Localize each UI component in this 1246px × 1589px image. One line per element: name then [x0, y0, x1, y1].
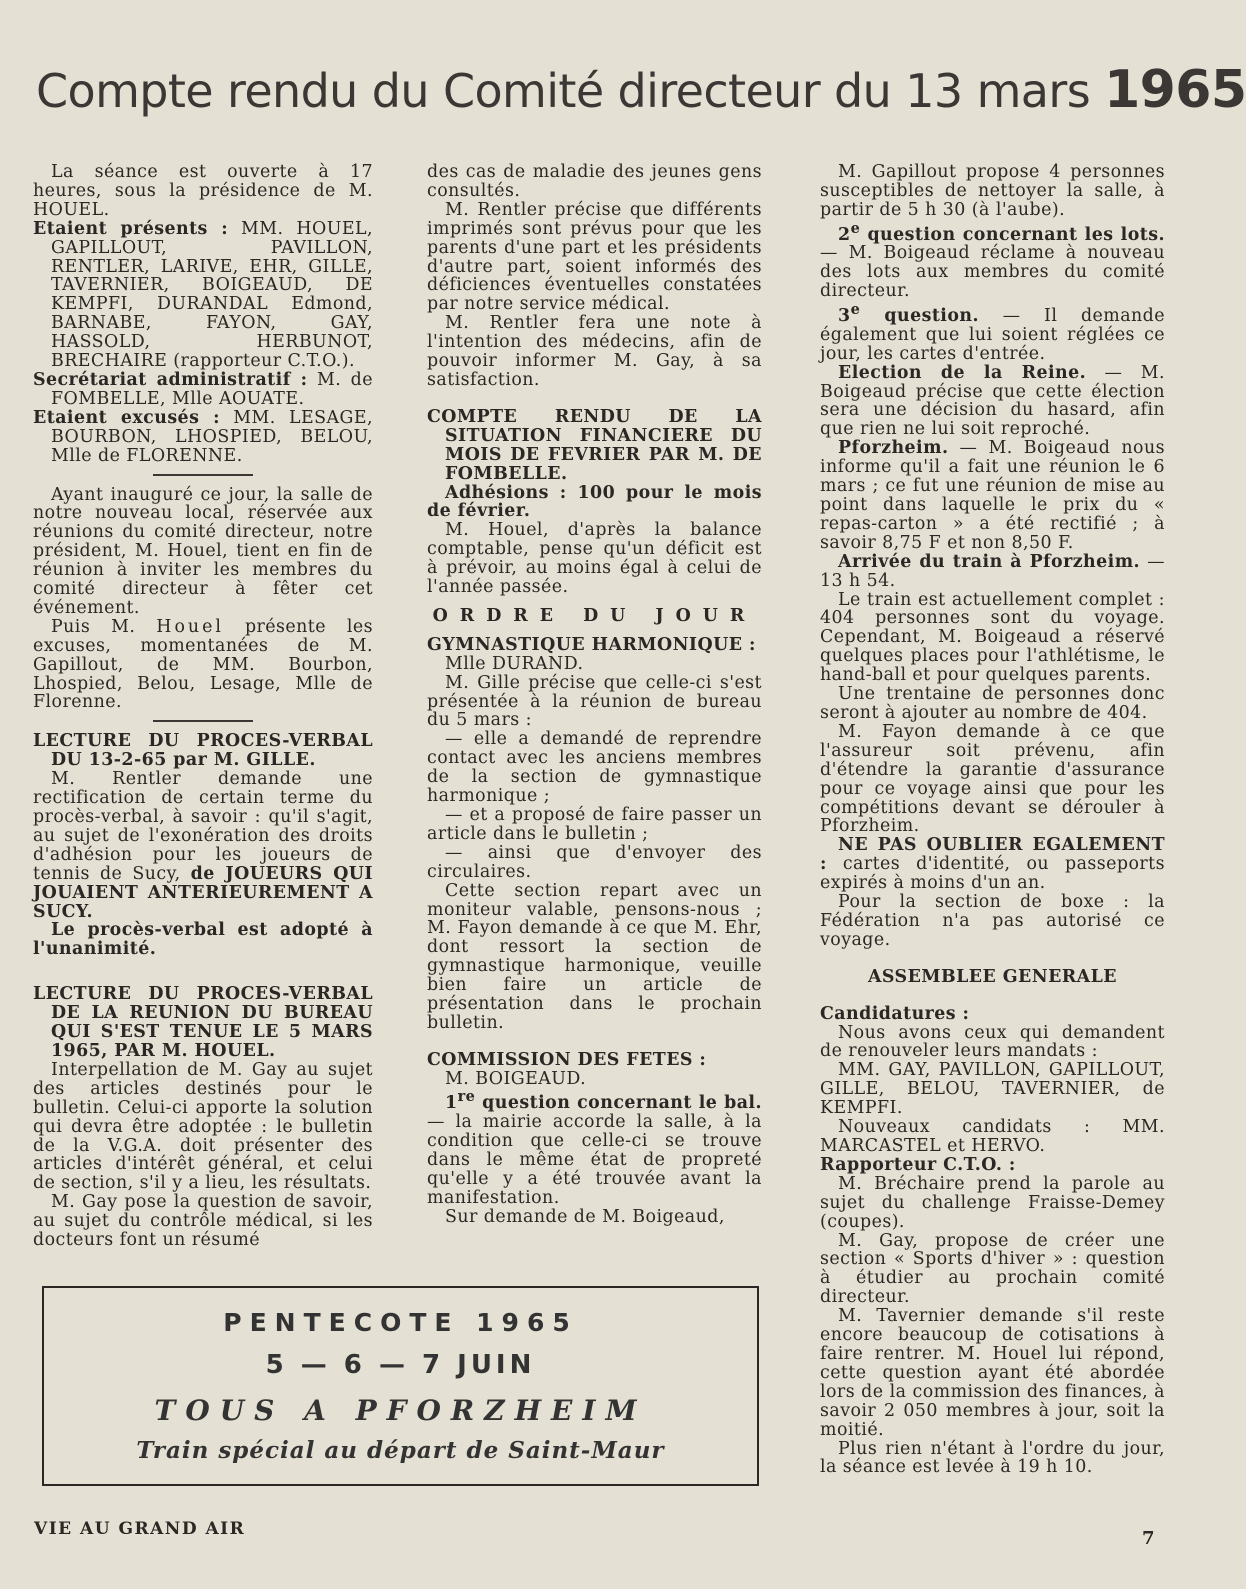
bold-text: Adhésions : 100 pour le mois de février. — [427, 482, 762, 522]
paragraph — [820, 836, 1165, 893]
spacer — [33, 959, 373, 985]
paragraph: Le train est actuellement complet : 404 personnes sont du voyage. Cependant, M. Boigeaud a réservé quelques places pour l'athlétisme, le hand-ball et pour quelques parents. — [820, 589, 1165, 686]
label: Arrivée du train à Pforzheim. — [838, 551, 1141, 572]
subheading: M. BOIGEAUD. — [445, 1068, 587, 1089]
title-year: 1965 — [1104, 60, 1246, 120]
heading-text: LECTURE DU PROCES-VERBAL DU 13-2-65 par M. GILLE. — [33, 731, 373, 771]
text: présente les excuses, momentanées de M. Gapillout, de MM. Bourbon, Lhospied, Belou, Lesage, Mlle de Florenne. — [33, 616, 374, 713]
heading-text: LECTURE DU PROCES-VERBAL DE LA REUNION DU BUREAU QUI S'EST TENUE LE 5 MARS 1965, PAR M. HOUEL. — [33, 984, 373, 1061]
spacer — [427, 1033, 762, 1051]
paragraph — [820, 553, 1165, 591]
paragraph: M. Gay, propose de créer une section « Sports d'hiver » : question à étudier au prochain comité directeur. — [820, 1230, 1165, 1308]
text: — Il demande également que lui soient réglées ce jour, les cartes d'entrée. — [820, 305, 1165, 364]
announcement-box — [42, 1286, 759, 1486]
text: M. de FOMBELLE, Mlle AOUATE. — [51, 369, 373, 409]
paragraph: Plus rien n'étant à l'ordre du jour, la séance est levée à 19 h 10. — [820, 1438, 1165, 1478]
divider — [153, 720, 253, 722]
spacer — [427, 390, 762, 408]
paragraph — [820, 439, 1165, 552]
sup: e — [850, 301, 861, 319]
section-heading — [820, 968, 1165, 987]
column-1 — [33, 163, 373, 1250]
paragraph — [820, 364, 1165, 440]
paragraph: — ainsi que d'envoyer des circulaires. — [427, 842, 762, 882]
question-label — [838, 219, 1165, 245]
label: Election de la Reine. — [838, 362, 1087, 383]
section-heading — [427, 408, 762, 484]
spacer — [820, 950, 1165, 968]
label: question concernant le bal. — [482, 1093, 762, 1114]
paragraph: M. Tavernier demande s'il reste encore beaucoup de cotisations à faire rentrer. M. Houel lui répond, cette question ayant été abordée lors de la commission des finances, à savoir 2 050 membres à jour, soit la moitié. — [820, 1306, 1165, 1440]
announcement-line: TOUS A PFORZHEIM — [154, 1394, 647, 1427]
paragraph — [820, 301, 1165, 364]
text: MM. LESAGE, BOURBON, LHOSPIED, BELOU, Mlle de FLORENNE. — [51, 407, 374, 466]
section-heading — [33, 732, 373, 770]
num: 3 — [838, 305, 851, 326]
announcement-line: Train spécial au départ de Saint-Maur — [136, 1437, 665, 1464]
section-heading: ORDRE DU JOUR — [432, 605, 757, 626]
paragraph — [427, 484, 762, 522]
paragraph: MM. GAY, PAVILLON, GAPILLOUT, GILLE, BELOU, TAVERNIER, de KEMPFI. — [820, 1060, 1165, 1119]
sup: re — [457, 1088, 476, 1106]
paragraph: Ayant inauguré ce jour, la salle de notre nouveau local, réservée aux réunions du comité directeur, notre président, M. Houel, tient en fin de réunion à inviter les membres du comité directeur à fêter cet événement. — [33, 484, 373, 618]
paragraph — [33, 921, 373, 959]
paragraph: M. Rentler précise que différents imprimés sont prévus pour que les parents d'une part et les présidents d'autre part, soient informés des déficiences éventuelles constatées par notre service médical. — [427, 199, 762, 315]
paragraph: M. Gille précise que celle-ci s'est présentée à la réunion de bureau du 5 mars : — [427, 672, 762, 731]
question-label — [445, 1088, 762, 1114]
section-heading — [427, 1051, 762, 1070]
label: NE PAS OUBLIER EGALEMENT : — [820, 835, 1165, 875]
label: question. — [884, 305, 980, 326]
paragraph — [427, 1089, 762, 1208]
title-main: Compte rendu du Comité directeur du 13 mars — [36, 64, 1091, 118]
column-3 — [820, 163, 1165, 1477]
text: — M. Boigeaud réclame à nouveau des lots aux membres du comité directeur. — [820, 243, 1165, 302]
num: 1 — [445, 1093, 458, 1114]
paragraph: La séance est ouverte à 17 heures, sous la présidence de M. HOUEL. — [33, 162, 373, 220]
bold-text: de JOUEURS QUI JOUAIENT ANTERIEUREMENT A SUCY. — [33, 863, 373, 922]
spacer — [820, 987, 1165, 1005]
text: — M. Boigeaud nous informe qu'il a fait une réunion le 6 mars ; ce fut une réunion de mise au point dans laquelle le prix du « repas-carton » a été rectifié ; à savoir 8,75 F et non 8,50 F. — [820, 438, 1165, 553]
label: question concernant les lots. — [867, 224, 1165, 245]
paragraph — [33, 770, 373, 921]
text: Puis M. — [51, 616, 136, 637]
heading-text: COMMISSION DES FETES : — [427, 1049, 707, 1070]
attendees-present — [33, 220, 373, 371]
label: Rapporteur C.T.O. : — [820, 1154, 1016, 1175]
label: Candidatures : — [820, 1003, 970, 1024]
paragraph: Nous avons ceux qui demandent de renouveler leurs mandats : — [820, 1022, 1165, 1062]
section-heading — [33, 985, 373, 1061]
question-label — [838, 301, 980, 326]
subheading — [820, 1156, 1165, 1175]
label: Pforzheim. — [838, 438, 949, 459]
secretariat — [33, 371, 373, 409]
paragraph: M. Bréchaire prend la parole au sujet du challenge Fraisse-Demey (coupes). — [820, 1173, 1165, 1232]
subheading — [820, 1005, 1165, 1024]
heading-text: GYMNASTIQUE HARMONIQUE : — [427, 634, 756, 655]
paragraph: — elle a demandé de reprendre contact avec les anciens membres de la section de gymnastique harmonique ; — [427, 729, 762, 807]
text: — M. Boigeaud précise que cette élection sera une décision du hasard, afin que rien ne lui soit reproché. — [820, 362, 1165, 440]
divider — [153, 474, 253, 476]
paragraph: Sur demande de M. Boigeaud, — [445, 1206, 725, 1227]
heading-text: COMPTE RENDU DE LA SITUATION FINANCIERE DU MOIS DE FEVRIER PAR M. DE FOMBELLE. — [427, 406, 762, 484]
paragraph: des cas de maladie des jeunes gens consultés. — [427, 162, 762, 201]
paragraph: Cette section repart avec un moniteur valable, pensons-nous ; M. Fayon demande à ce que M. Ehr, dont ressort la section de gymnastique harmonique, veuille bien faire un article de présentation dans le prochain bulletin. — [427, 880, 762, 1033]
sup: e — [850, 219, 861, 237]
name: Houel — [156, 616, 224, 637]
label: Secrétariat administratif : — [33, 369, 308, 390]
paragraph: Une trentaine de personnes donc seront à ajouter au nombre de 404. — [820, 684, 1165, 723]
announcement-line: 5 — 6 — 7 JUIN — [265, 1350, 536, 1380]
paragraph: M. Fayon demande à ce que l'assureur soit prévenu, afin d'étendre la garantie d'assurance pour ce voyage ainsi que pour les compétitions devant se dérouler à Pforzheim. — [820, 721, 1165, 837]
paragraph: M. Gay pose la question de savoir, au sujet du contrôle médical, si les docteurs font un résumé — [33, 1192, 373, 1251]
text: M. Rentler demande une rectification de certain terme du procès-verbal, à savoir : qu'il s'agit, au sujet de l'exonération des droits d'adhésion pour les joueurs de tennis de Sucy, — [33, 769, 373, 884]
paragraph: Pour la section de boxe : la Fédération n'a pas autorisé ce voyage. — [820, 892, 1165, 950]
announcement-line: PENTECOTE 1965 — [223, 1308, 578, 1337]
paragraph — [820, 220, 1165, 301]
paragraph: Nouveaux candidats : MM. MARCASTEL et HERVO. — [820, 1117, 1165, 1156]
page-number: 7 — [1142, 1528, 1155, 1549]
heading-text: ASSEMBLEE GENERALE — [867, 966, 1117, 987]
paragraph: M. Houel, d'après la balance comptable, pense qu'un déficit est à prévoir, au moins égal à celui de l'année passée. — [427, 520, 762, 598]
num: 2 — [838, 224, 851, 245]
paragraph: M. Rentler fera une note à l'intention des médecins, afin de pouvoir informer M. Gay, à sa satisfaction. — [427, 313, 762, 390]
magazine-name: VIE AU GRAND AIR — [34, 1519, 246, 1539]
text: MM. HOUEL, GAPILLOUT, PAVILLON, RENTLER, LARIVE, EHR, GILLE, TAVERNIER, BOIGEAUD, DE KEMPFI, DURANDAL Edmond, BARNABE, FAYON, GAY, HASSOLD, HERBUNOT, BRECHAIRE (rapporteur C.T.O.). — [51, 218, 373, 372]
paragraph: M. Gapillout propose 4 personnes susceptibles de nettoyer la salle, à partir de 5 h 30 (à l'aube). — [820, 162, 1165, 220]
text: cartes d'identité, ou passeports expirés à moins d'un an. — [820, 854, 1165, 894]
label: Etaient excusés : — [33, 407, 220, 428]
column-2 — [427, 163, 762, 1227]
label: Etaient présents : — [33, 218, 229, 239]
bold-text: Le procès-verbal est adopté à l'unanimité. — [33, 920, 373, 960]
section-heading — [427, 636, 762, 655]
text: — 13 h 54. — [820, 551, 1165, 591]
attendees-excused — [33, 409, 373, 466]
subheading: Mlle DURAND. — [445, 653, 584, 674]
page-title — [36, 54, 1246, 127]
paragraph: — et a proposé de faire passer un article dans le bulletin ; — [427, 805, 762, 844]
paragraph — [33, 618, 373, 713]
paragraph: Interpellation de M. Gay au sujet des articles destinés pour le bulletin. Celui-ci apporte la solution qui devra être adoptée : le bulletin de la V.G.A. doit présenter des articles d'intérêt général, et celui de section, s'il y a lieu, les résultats. — [33, 1059, 373, 1194]
text: — la mairie accorde la salle, à la condition que celle-ci se trouve dans le même état de propreté qu'elle y a été trouvée avant la manifestation. — [427, 1112, 762, 1209]
